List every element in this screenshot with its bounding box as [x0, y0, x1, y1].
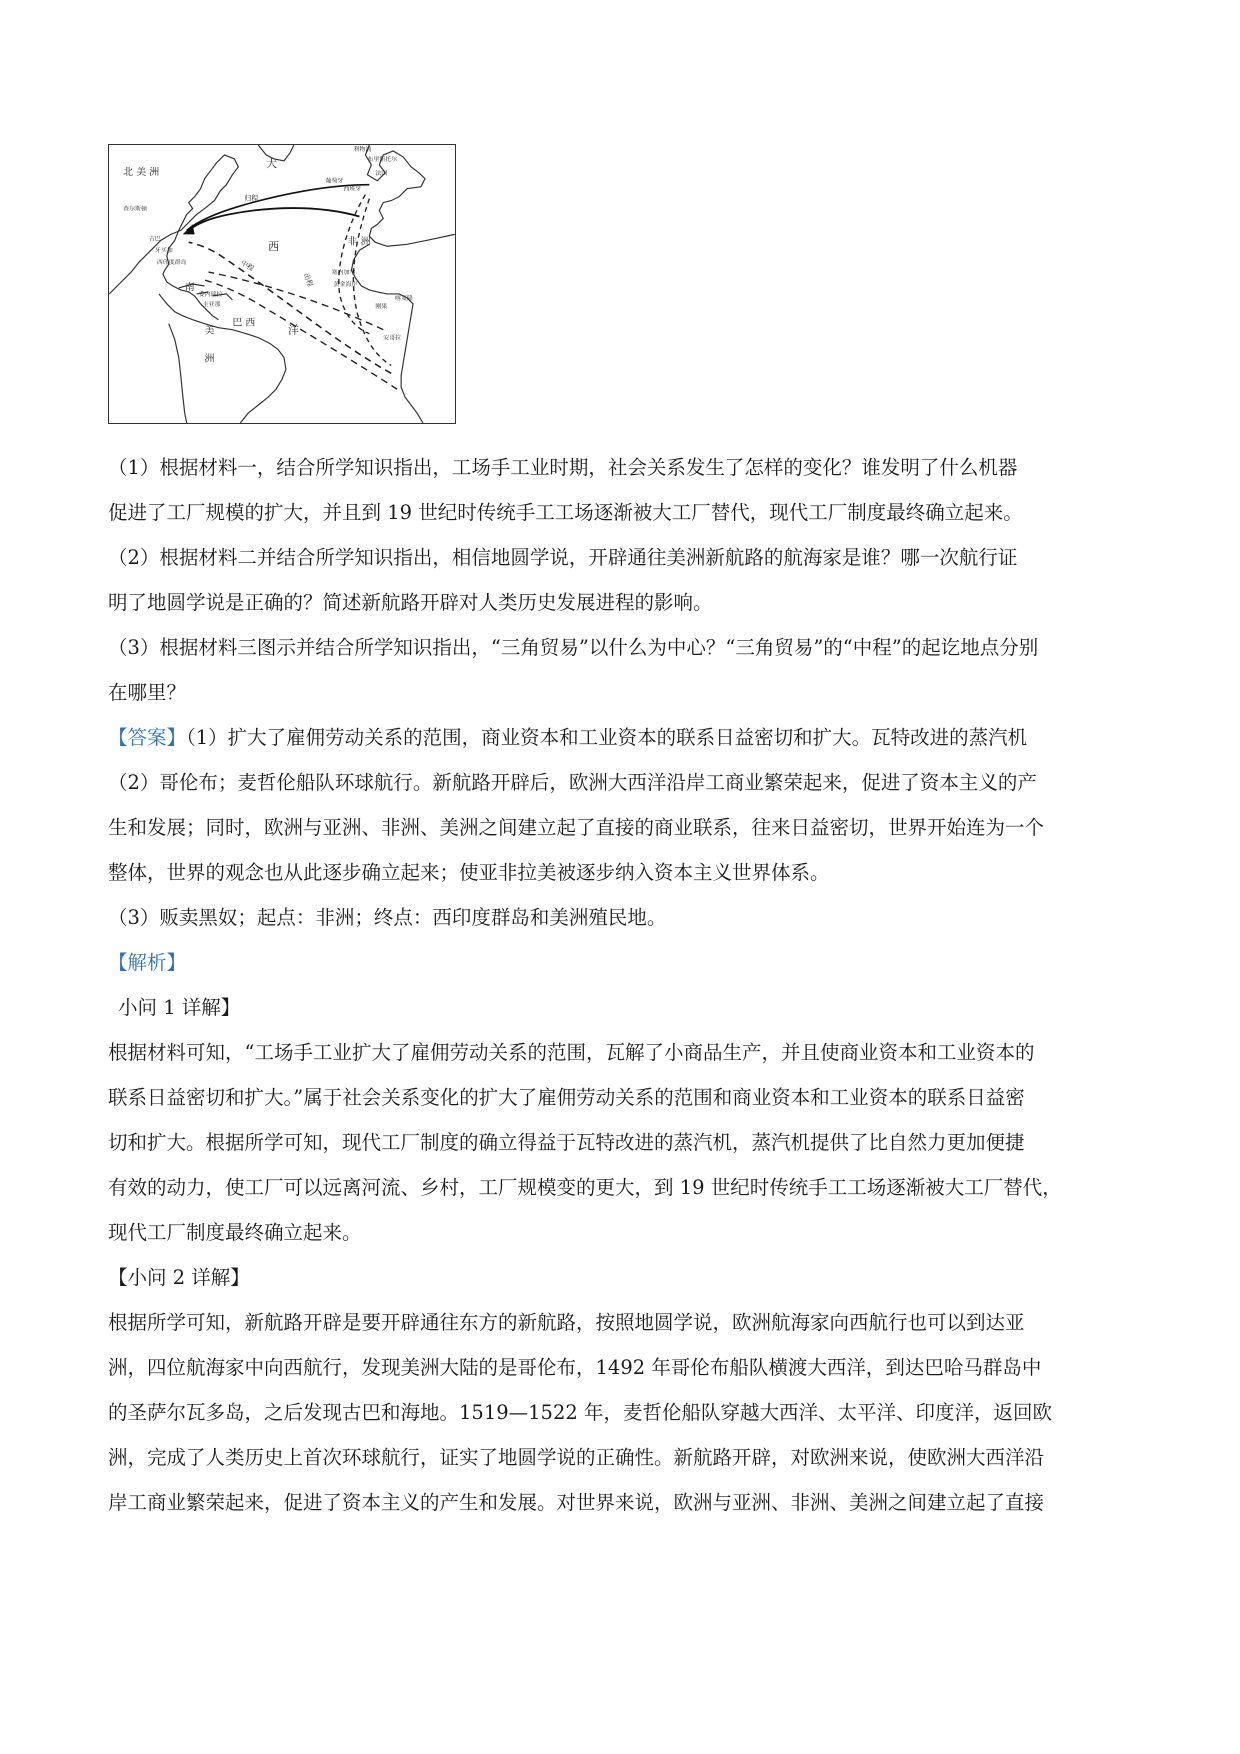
return-route-line — [187, 208, 360, 232]
analysis-2-line-4: 洲，完成了人类历史上首次环球航行，证实了地圆学说的正确性。新航路开辟，对欧洲来说，使欧洲大西洋沿 — [108, 1446, 1045, 1469]
subquestion-1-heading: 小问 1 详解】 — [118, 996, 241, 1019]
answer-line-4: 整体，世界的观念也从此逐步确立起来；使亚非拉美被逐步纳入资本主义世界体系。 — [108, 861, 830, 884]
analysis-heading — [108, 949, 1148, 977]
answer-line-2: （2）哥伦布；麦哲伦船队环球航行。新航路开辟后，欧洲大西洋沿岸工商业繁荣起来，促进了资本主义的产 — [108, 771, 1037, 794]
analysis-1-line-1: 根据材料可知，“工场手工业扩大了雇佣劳动关系的范围，瓦解了小商品生产，并且使商业资本和工业资本的 — [108, 1041, 1035, 1064]
question-2-line-2: 明了地圆学说是正确的？简述新航路开辟对人类历史发展进程的影响。 — [108, 591, 713, 614]
triangle-trade-map — [108, 144, 456, 424]
subquestion-2-heading: 【小问 2 详解】 — [108, 1266, 250, 1289]
analysis-2-line-2: 洲，四位航海家中向西航行，发现美洲大陆的是哥伦布，1492 年哥伦布船队横渡大西洋，到达巴哈马群岛中 — [108, 1356, 1042, 1379]
label-brazil: 巴 西 — [232, 317, 256, 329]
analysis-1-line-5: 现代工厂制度最终确立起来。 — [108, 1221, 362, 1244]
label-south-america-3: 洲 — [204, 353, 215, 365]
label-jamaica: 牙买加 — [154, 247, 173, 255]
answer-line-3: 生和发展；同时，欧洲与亚洲、非洲、美洲之间建立起了直接的商业联系，往来日益密切，世界开始连为一个 — [108, 816, 1045, 839]
question-3-line-1: （3）根据材料三图示并结合所学知识指出，“三角贸易”以什么为中心？“三角贸易”的“中程”的起讫地点分别 — [108, 636, 1039, 659]
analysis-2-line-3: 的圣萨尔瓦多岛，之后发现古巴和海地。1519—1522 年，麦哲伦船队穿越大西洋、太平洋、印度洋，返回欧 — [108, 1401, 1052, 1424]
map-drawing — [109, 145, 455, 423]
label-outbound-route: 出程 — [301, 272, 315, 288]
analysis-2-line-1: 根据所学可知，新航路开辟是要开辟通往东方的新航路，按照地圆学说，欧洲航海家向西航行也可以到达亚 — [108, 1311, 1025, 1334]
answer-line-5: （3）贩卖黑奴；起点：非洲；终点：西印度群岛和美洲殖民地。 — [108, 906, 667, 929]
label-cameroon: 喀麦隆 — [395, 294, 414, 302]
label-north-america: 北 美 洲 — [123, 166, 160, 178]
label-africa: 非 洲 — [347, 236, 371, 248]
label-ocean-big: 大 — [266, 156, 278, 170]
label-bristol: 布里斯托尔 — [367, 155, 398, 163]
label-charleston: 查尔斯顿 — [123, 205, 147, 213]
label-portugal: 葡萄牙 — [325, 177, 344, 185]
analysis-tag: 【解析】 — [108, 951, 187, 974]
answer-tag: 【答案】 — [108, 726, 187, 749]
label-cuba: 古巴 — [148, 235, 161, 243]
label-west-indies: 西印度群岛 — [156, 259, 187, 267]
south-america-coast — [159, 294, 286, 423]
question-2-line-1: （2）根据材料二并结合所学知识指出，相信地圆学说，开辟通往美洲新航路的航海家是谁？哪一次航行证 — [108, 546, 1018, 569]
label-return-route: 归程 — [244, 194, 259, 203]
label-guyana: 圭亚那 — [202, 300, 221, 308]
analysis-1-line-2: 联系日益密切和扩大。”属于社会关系变化的扩大了雇佣劳动关系的范围和商业资本和工业资本的联系日益密 — [108, 1086, 1025, 1109]
label-congo: 刚果 — [375, 302, 388, 310]
analysis-2-line-5: 岸工商业繁荣起来，促进了资本主义的产生和发展。对世界来说，欧洲与亚洲、非洲、美洲之间建立起了直接 — [108, 1491, 1045, 1514]
question-1-line-2: 促进了工厂规模的扩大，并且到 19 世纪时传统手工工场逐渐被大工厂替代，现代工厂制度最终确立起来。 — [108, 501, 1023, 524]
question-3-line-2: 在哪里？ — [108, 681, 187, 704]
analysis-1-line-3: 切和扩大。根据所学可知，现代工厂制度的确立得益于瓦特改进的蒸汽机，蒸汽机提供了比自然力更加便捷 — [108, 1131, 1025, 1154]
label-gold-coast: 黄金海岸 — [333, 280, 358, 288]
label-south-america-1: 南 — [184, 281, 195, 293]
answer-line-1: 【答案】（1）扩大了雇佣劳动关系的范围，商业资本和工业资本的联系日益密切和扩大。瓦特改进的蒸汽机 — [108, 726, 1028, 749]
label-ocean-west: 西 — [268, 240, 280, 254]
label-venezuela: 委内瑞拉 — [198, 290, 223, 298]
label-ocean-sea: 洋 — [287, 323, 299, 337]
label-senegal: 塞内加尔 — [331, 269, 356, 277]
label-south-america-2: 美 — [204, 325, 215, 337]
label-angola: 安哥拉 — [383, 334, 402, 342]
label-middle-route: 中程 — [239, 258, 256, 273]
label-france: 法国 — [375, 169, 388, 177]
analysis-1-line-4: 有效的动力，使工厂可以远离河流、乡村，工厂规模变的更大，到 19 世纪时传统手工工场逐渐被大工厂替代， — [108, 1176, 1062, 1199]
label-spain: 西班牙 — [343, 185, 362, 193]
question-1-line-1: （1）根据材料一，结合所学知识指出，工场手工业时期，社会关系发生了怎样的变化？谁发明了什么机器 — [108, 456, 1018, 479]
south-america-west — [169, 324, 187, 423]
label-liverpool: 利物浦 — [353, 145, 372, 153]
